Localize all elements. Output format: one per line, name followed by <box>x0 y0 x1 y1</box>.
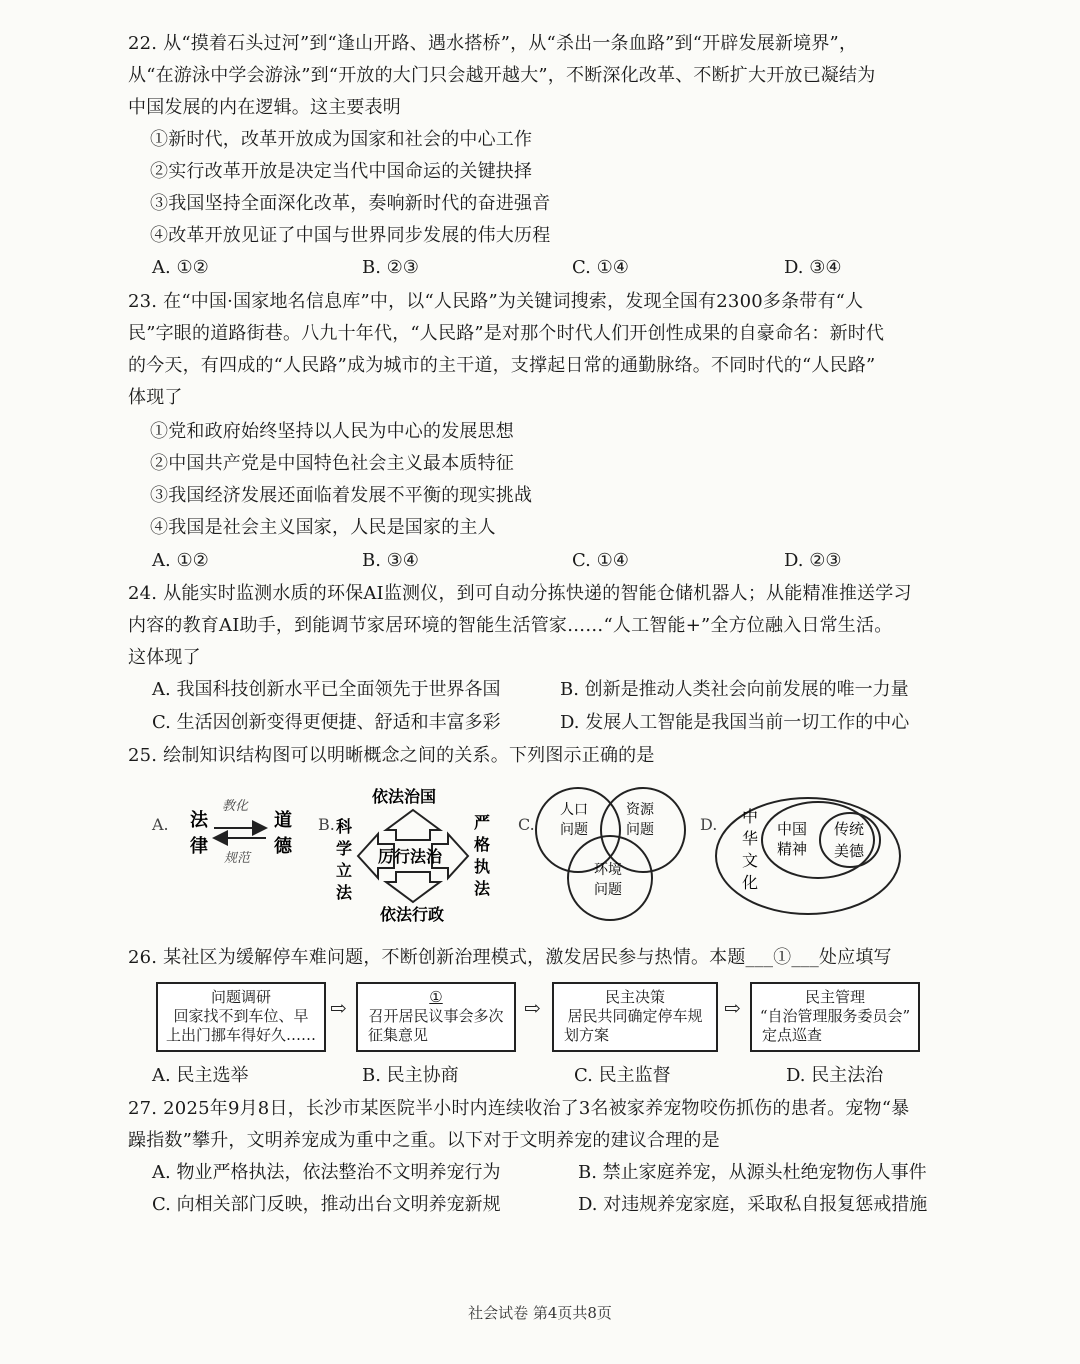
diagram-b-left-4: 法 <box>336 883 353 902</box>
diagram-a-left-top: 法 <box>190 810 208 831</box>
diagram-d-inner-line-2: 美德 <box>834 842 865 860</box>
diagram-b-left-1: 科 <box>336 817 353 836</box>
q24-option-c[interactable]: C. 生活因创新变得更便捷、舒适和丰富多彩 <box>152 712 501 733</box>
q22-stem-line-3: 中国发展的内在逻辑。这主要表明 <box>128 97 401 118</box>
diagram-a[interactable] <box>151 799 293 866</box>
diagram-b-top: 依法治国 <box>372 787 437 806</box>
q26-box-4-line-3: 定点巡查 <box>762 1026 823 1044</box>
q26-box-2-line-1: ① <box>429 988 443 1006</box>
q26-box-4-line-1: 民主管理 <box>804 988 865 1006</box>
q23-item-3: ③我国经济发展还面临着发展不平衡的现实挑战 <box>150 485 533 506</box>
q23-option-b[interactable]: B. ③④ <box>362 550 419 571</box>
q23-option-c[interactable]: C. ①④ <box>572 550 629 571</box>
diagram-c[interactable] <box>518 788 685 920</box>
diagram-d-outer-1: 中 <box>742 807 759 826</box>
q27-option-a[interactable]: A. 物业严格执法，依法整治不文明养宠行为 <box>152 1162 501 1183</box>
q26-stem: 26. 某社区为缓解停车难问题，不断创新治理模式，激发居民参与热情。本题___①___处应填写 <box>128 947 892 968</box>
q27-stem-line-2: 躁指数”攀升，文明养宠成为重中之重。以下对于文明养宠的建议合理的是 <box>128 1130 720 1151</box>
diagram-b-label: B. <box>318 815 335 834</box>
diagram-d-outer-2: 华 <box>742 829 759 848</box>
q26-box-1-line-3: 上出门挪车得好久…… <box>165 1026 316 1044</box>
q23-option-a[interactable]: A. ①② <box>152 550 209 571</box>
diagram-d-label: D. <box>700 815 718 834</box>
q22-option-d[interactable]: D. ③④ <box>784 257 842 278</box>
diagram-d-middle-line-2: 精神 <box>777 840 808 858</box>
diagram-d[interactable] <box>700 798 900 914</box>
q26-option-d[interactable]: D. 民主法治 <box>786 1065 884 1086</box>
diagram-b-right-1: 严 <box>474 813 491 832</box>
q22-option-c[interactable]: C. ①④ <box>572 257 629 278</box>
flow-arrow-icon: ⇨ <box>330 996 347 1020</box>
q26-flow-box-4 <box>750 982 920 1052</box>
q23-stem-line-2: 民”字眼的道路街巷。八九十年代，“人民路”是对那个时代人们开创性成果的自豪命名：新时代 <box>128 323 885 344</box>
diagram-d-outer-3: 文 <box>742 851 759 870</box>
diagram-b-arrow-up <box>386 810 440 840</box>
q26-option-a[interactable]: A. 民主选举 <box>152 1065 249 1086</box>
diagram-b-center: 厉行法治 <box>378 847 443 866</box>
diagram-c-circle-3-line-1: 环境 <box>594 862 622 878</box>
diagram-c-circle-2-line-1: 资源 <box>626 802 654 818</box>
q26-flow-box-1 <box>156 982 326 1052</box>
q26-box-4-line-2: “自治管理服务委员会” <box>759 1007 911 1025</box>
q24-stem-line-3: 这体现了 <box>128 647 201 668</box>
q24-option-b[interactable]: B. 创新是推动人类社会向前发展的唯一力量 <box>560 679 909 700</box>
q26-box-2-line-3: 征集意见 <box>368 1026 429 1044</box>
q23-option-d[interactable]: D. ②③ <box>784 550 842 571</box>
q22-option-b[interactable]: B. ②③ <box>362 257 419 278</box>
q26-box-3-line-3: 划方案 <box>564 1026 610 1044</box>
q22-item-1: ①新时代，改革开放成为国家和社会的中心工作 <box>150 129 533 150</box>
diagram-d-outer-4: 化 <box>742 873 759 892</box>
q26-box-1-line-2: 回家找不到车位、早 <box>173 1007 309 1025</box>
diagram-b-arrow-down <box>386 872 440 902</box>
q23-stem-line-4: 体现了 <box>128 387 183 408</box>
q22-item-3: ③我国坚持全面深化改革，奏响新时代的奋进强音 <box>150 193 551 214</box>
q23-item-4: ④我国是社会主义国家，人民是国家的主人 <box>150 517 496 538</box>
diagram-a-right-bottom: 德 <box>274 836 292 857</box>
diagram-b-right-3: 执 <box>474 857 491 876</box>
q25-diagrams <box>0 778 1080 938</box>
diagram-c-circle-1-line-2: 问题 <box>560 822 588 838</box>
q26-box-3-line-1: 民主决策 <box>604 988 665 1006</box>
q24-option-a[interactable]: A. 我国科技创新水平已全面领先于世界各国 <box>152 679 501 700</box>
diagram-a-arrow-top-label: 教化 <box>222 799 249 814</box>
q23-stem-line-3: 的今天，有四成的“人民路”成为城市的主干道，支撑起日常的通勤脉络。不同时代的“人民路” <box>128 355 876 376</box>
diagram-d-middle-line-1: 中国 <box>777 820 808 838</box>
diagram-b-left-2: 学 <box>336 839 353 858</box>
q26-flow-box-3 <box>552 982 718 1052</box>
diagram-c-circle-1-line-1: 人口 <box>560 802 588 818</box>
q22-stem-line-2: 从“在游泳中学会游泳”到“开放的大门只会越开越大”，不断深化改革、不断扩大开放已凝结为 <box>128 65 876 86</box>
q26-option-b[interactable]: B. 民主协商 <box>362 1065 459 1086</box>
q27-option-b[interactable]: B. 禁止家庭养宠，从源头杜绝宠物伤人事件 <box>578 1162 927 1183</box>
q22-item-4: ④改革开放见证了中国与世界同步发展的伟大历程 <box>150 225 551 246</box>
diagram-b[interactable] <box>318 787 491 924</box>
diagram-b-right-4: 法 <box>474 879 491 898</box>
diagram-b-left-3: 立 <box>336 861 353 880</box>
diagram-a-label: A. <box>152 815 169 834</box>
diagram-c-circle-3 <box>568 836 652 920</box>
q22-option-a[interactable]: A. ①② <box>152 257 209 278</box>
q26-box-1-line-1: 问题调研 <box>210 988 271 1006</box>
diagram-b-bottom: 依法行政 <box>380 905 445 924</box>
q26-box-2-line-2: 召开居民议事会多次 <box>368 1007 504 1025</box>
diagram-c-circle-2-line-2: 问题 <box>626 822 654 838</box>
diagram-a-right-top: 道 <box>274 810 292 831</box>
diagram-c-label: C. <box>518 815 535 834</box>
page-footer: 社会试卷 第4页共8页 <box>468 1304 612 1322</box>
q24-option-d[interactable]: D. 发展人工智能是我国当前一切工作的中心 <box>560 712 910 733</box>
diagram-b-right-2: 格 <box>474 835 491 854</box>
q22-item-2: ②实行改革开放是决定当代中国命运的关键抉择 <box>150 161 533 182</box>
flow-arrow-icon: ⇨ <box>724 996 741 1020</box>
q26-flow-box-2 <box>356 982 516 1052</box>
diagram-d-inner-line-1: 传统 <box>834 820 865 838</box>
q27-stem-line-1: 27. 2025年9月8日，长沙市某医院半小时内连续收治了3名被家养宠物咬伤抓伤的患者。宠物“暴 <box>128 1098 910 1119</box>
diagram-c-circle-3-line-2: 问题 <box>594 882 622 898</box>
q25-stem: 25. 绘制知识结构图可以明晰概念之间的关系。下列图示正确的是 <box>128 745 655 766</box>
q23-item-1: ①党和政府始终坚持以人民为中心的发展思想 <box>150 421 514 442</box>
q27-option-d[interactable]: D. 对违规养宠家庭，采取私自报复惩戒措施 <box>578 1194 928 1215</box>
diagram-a-left-bottom: 律 <box>190 836 208 857</box>
q24-stem-line-1: 24. 从能实时监测水质的环保AI监测仪，到可自动分拣快递的智能仓储机器人；从能精准推送学习 <box>128 583 912 604</box>
q26-box-3-line-2: 居民共同确定停车规 <box>567 1007 703 1025</box>
q22-stem-line-1: 22. 从“摸着石头过河”到“逢山开路、遇水搭桥”，从“杀出一条血路”到“开辟发展新境界”， <box>128 33 858 54</box>
q23-item-2: ②中国共产党是中国特色社会主义最本质特征 <box>150 453 514 474</box>
q27-option-c[interactable]: C. 向相关部门反映，推动出台文明养宠新规 <box>152 1194 501 1215</box>
q23-stem-line-1: 23. 在“中国·国家地名信息库”中，以“人民路”为关键词搜索，发现全国有2300多条带有“人 <box>128 291 864 312</box>
q26-option-c[interactable]: C. 民主监督 <box>574 1065 671 1086</box>
q24-stem-line-2: 内容的教育AI助手，到能调节家居环境的智能生活管家……“人工智能+”全方位融入日常生活。 <box>128 615 893 636</box>
flow-arrow-icon: ⇨ <box>524 996 541 1020</box>
diagram-a-arrow-bottom-label: 规范 <box>224 851 251 866</box>
